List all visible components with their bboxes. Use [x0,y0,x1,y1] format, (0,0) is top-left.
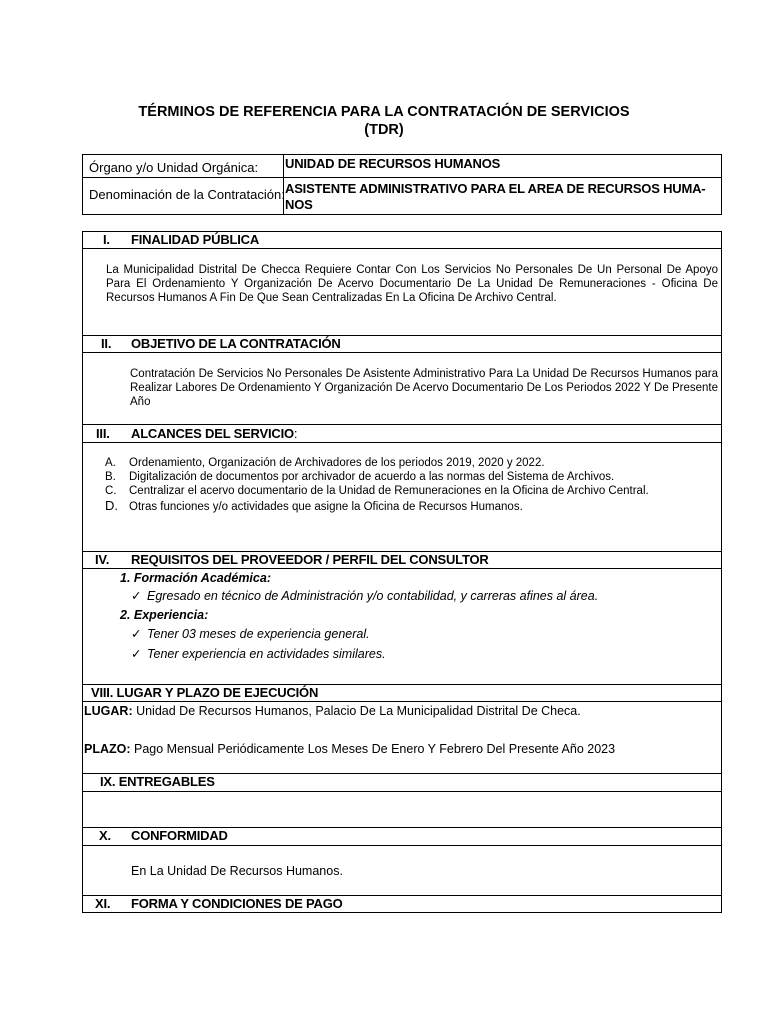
section-10-text: En La Unidad De Recursos Humanos. [131,864,343,878]
list-item-text: Digitalización de documentos por archivador de acuerdo a las normas del Sistema de Archivos. [129,471,615,483]
list-item-text: Otras funciones y/o actividades que asigne la Oficina de Recursos Humanos. [129,501,523,513]
row-divider [82,791,722,792]
requirement-item [131,626,370,642]
section-10-number: X. [99,828,111,843]
section-3-title-colon: : [293,426,298,441]
list-marker: B. [105,471,116,483]
plazo-label: PLAZO: [84,742,131,756]
list-marker: A. [105,457,116,469]
row-divider [82,701,722,702]
requirement-item [131,646,386,662]
section-3-number: III. [96,426,110,441]
section-8-title: VIII. LUGAR Y PLAZO DE EJECUCIÓN [91,685,319,700]
list-item-text: Centralizar el acervo documentario de la Unidad de Remuneraciones en la Oficina de Archivo Central. [129,485,649,497]
lugar-value: Unidad De Recursos Humanos, Palacio De La Municipalidad Distrital De Checa. [132,704,581,718]
document-subtitle: (TDR) [364,122,404,138]
section-2-text: Contratación De Servicios No Personales De Asistente Administrativo Para La Unidad De Recursos Humanos para Realizar Labores De Ordenamiento Y Organización De Acervo Documentario De Los Periodos 2022 Y De Presente Año [130,368,718,408]
denominacion-value-line2: NOS [285,197,313,212]
plazo-line [84,741,615,757]
checkmark-icon: ✓ [131,627,142,641]
lugar-line [84,703,581,719]
experiencia-heading: 2. Experiencia: [120,608,209,622]
list-marker: D. [105,498,118,513]
organo-value: UNIDAD DE RECURSOS HUMANOS [285,156,501,171]
checkmark-icon: ✓ [131,589,142,603]
plazo-value: Pago Mensual Periódicamente Los Meses De Enero Y Febrero Del Presente Año 2023 [130,742,616,756]
row-divider [82,568,722,569]
section-10-title: CONFORMIDAD [131,828,228,843]
section-4-number: IV. [95,552,110,567]
checkmark-icon: ✓ [131,647,142,661]
section-9-title: IX. ENTREGABLES [100,774,215,789]
list-item [105,499,523,514]
info-table-column-divider [283,154,284,215]
formacion-heading: 1. Formación Académica: [120,571,271,585]
row-divider [82,442,722,443]
section-11-number: XI. [95,896,111,911]
section-3-title-text: ALCANCES DEL SERVICIO [131,426,294,441]
organo-label: Órgano y/o Unidad Orgánica: [89,160,259,175]
row-divider [82,845,722,846]
lugar-label: LUGAR: [84,704,133,718]
list-item [105,484,649,498]
requirement-text: Tener 03 meses de experiencia general. [147,627,370,641]
denominacion-value-line1: ASISTENTE ADMINISTRATIVO PARA EL AREA DE RECURSOS HUMA- [285,181,706,196]
requirement-text: Egresado en técnico de Administración y/o contabilidad, y carreras afines al área. [147,589,599,603]
requirement-item [131,588,598,604]
document-title: TÉRMINOS DE REFERENCIA PARA LA CONTRATACIÓN DE SERVICIOS [138,104,630,120]
section-1-number: I. [103,232,110,247]
denominacion-label: Denominación de la Contratación: [89,187,285,202]
section-1-title: FINALIDAD PÚBLICA [131,232,260,247]
info-table-divider [82,177,722,178]
list-marker: C. [105,485,117,497]
list-item [105,456,545,470]
row-divider [82,248,722,249]
row-divider [82,352,722,353]
section-2-number: II. [101,336,112,351]
list-item [105,470,614,484]
section-4-title: REQUISITOS DEL PROVEEDOR / PERFIL DEL CONSULTOR [131,552,489,567]
row-divider [82,424,722,425]
section-3-title [131,426,297,442]
section-1-text: La Municipalidad Distrital De Checca Requiere Contar Con Los Servicios No Personales De Un Personal De Apoyo Para El Ordenamiento Y Organización De Acervo Documentario De La Unidad De Remuneraciones - Oficina De Recursos Humanos A Fin De Que Sean Centralizadas En La Oficina De Archivo Central. [106,264,718,304]
requirement-text: Tener experiencia en actividades similares. [147,647,386,661]
list-item-text: Ordenamiento, Organización de Archivadores de los periodos 2019, 2020 y 2022. [129,457,545,469]
section-11-title: FORMA Y CONDICIONES DE PAGO [131,896,343,911]
section-2-title: OBJETIVO DE LA CONTRATACIÓN [131,336,341,351]
